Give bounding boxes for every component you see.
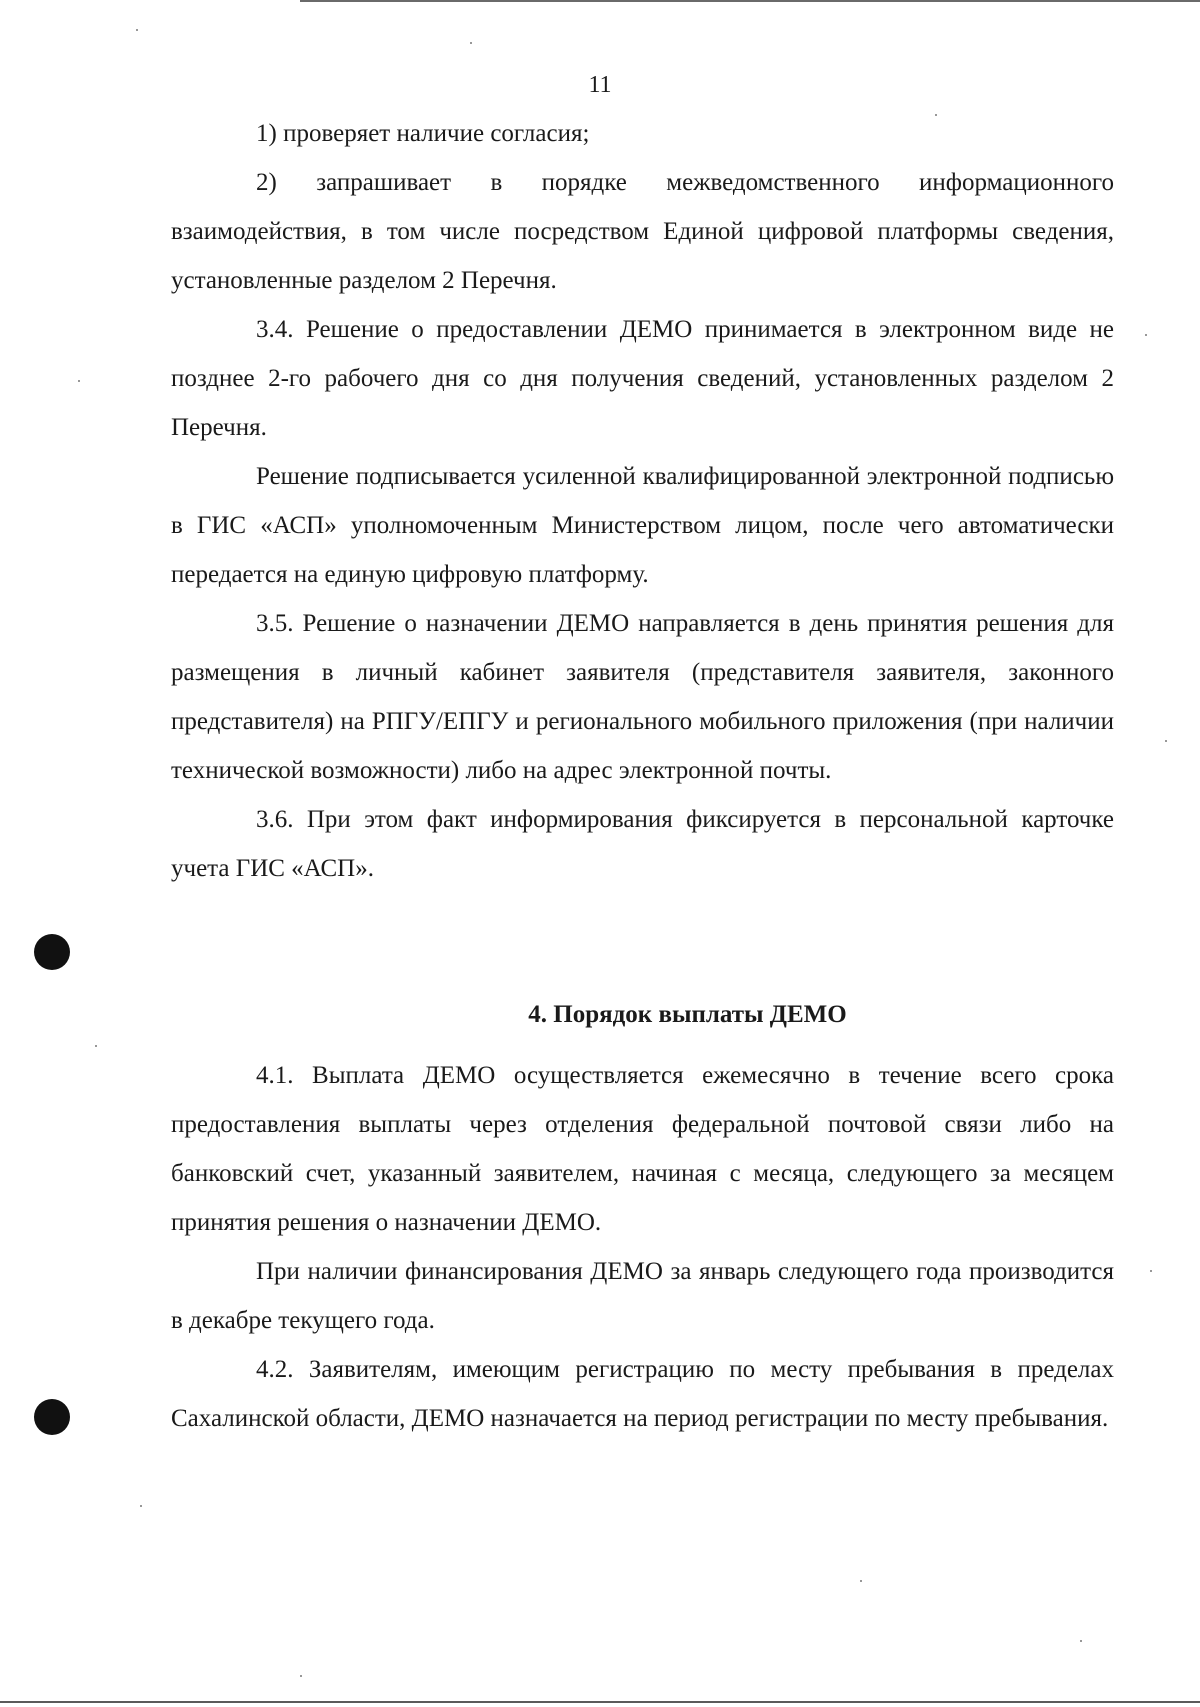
paragraph: 4.2. Заявителям, имеющим регистрацию по месту пребывания в пределах Сахалинской области, ДЕМО назначается на период регистрации по месту пребывания.: [171, 1356, 1114, 1432]
section-heading: 4. Порядок выплаты ДЕМО: [528, 1001, 847, 1028]
paragraph: 1) проверяет наличие согласия;: [256, 120, 590, 147]
paragraph: 3.4. Решение о предоставлении ДЕМО принимается в электронном виде не позднее 2-го рабочего дня со дня получения сведений, установленных разделом 2 Перечня.: [171, 316, 1114, 441]
binder-hole: [34, 934, 70, 970]
paragraph: При наличии финансирования ДЕМО за январь следующего года производится в декабре текущего года.: [171, 1258, 1114, 1334]
section-4: [171, 990, 1114, 1039]
paragraph: 4.1. Выплата ДЕМО осуществляется ежемесячно в течение всего срока предоставления выплаты через отделения федеральной почтовой связи либо на банковский счет, указанный заявителем, начиная с месяца, следующего за месяцем принятия решения о назначении ДЕМО.: [171, 1062, 1114, 1236]
scan-speck: [1080, 1640, 1082, 1642]
scan-speck: [935, 114, 937, 116]
scan-speck: [1145, 334, 1147, 336]
scan-edge-top: [300, 0, 1200, 2]
scan-speck: [136, 29, 138, 31]
scan-speck: [95, 1045, 97, 1047]
binder-hole: [34, 1399, 70, 1435]
scan-edge-bottom: [0, 1701, 1200, 1703]
paragraph: Решение подписывается усиленной квалифицированной электронной подписью в ГИС «АСП» уполномоченным Министерством лицом, после чего автоматически передается на единую цифровую платформу.: [171, 463, 1114, 588]
scan-speck: [1165, 740, 1167, 742]
paragraph: 2) запрашивает в порядке межведомственного информационного взаимодействия, в том числе посредством Единой цифровой платформы сведения, установленные разделом 2 Перечня.: [171, 169, 1114, 294]
scan-speck: [860, 1580, 862, 1582]
scan-speck: [300, 1675, 302, 1677]
scan-speck: [1150, 1270, 1152, 1272]
scan-speck: [78, 380, 80, 382]
page-number: 11: [588, 72, 612, 98]
paragraph: 3.6. При этом факт информирования фиксируется в персональной карточке учета ГИС «АСП».: [171, 806, 1114, 882]
paragraph: 3.5. Решение о назначении ДЕМО направляется в день принятия решения для размещения в личный кабинет заявителя (представителя заявителя, законного представителя) на РПГУ/ЕПГУ и регионального мобильного приложения (при наличии технической возможности) либо на адрес электронной почты.: [171, 610, 1114, 784]
scan-speck: [140, 1505, 142, 1507]
section-3-text: [171, 109, 1114, 893]
scan-speck: [470, 42, 472, 44]
section-4-text: [171, 1051, 1114, 1443]
